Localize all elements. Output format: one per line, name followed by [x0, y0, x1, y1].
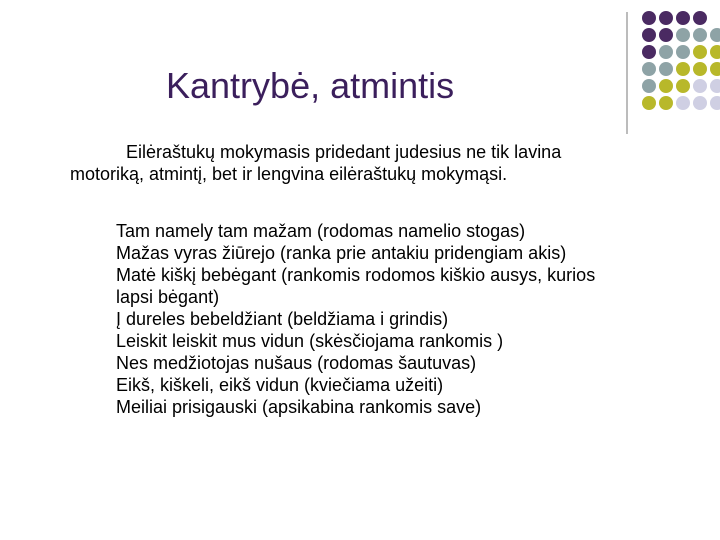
dot: [659, 11, 673, 25]
dot: [642, 28, 656, 42]
dot: [693, 62, 707, 76]
dot: [693, 79, 707, 93]
verse-line: Mažas vyras žiūrejo (ranka prie antakiu pridengiam akis): [116, 243, 567, 263]
verse-line: lapsi bėgant): [116, 287, 220, 307]
dot: [642, 11, 656, 25]
dot: [676, 45, 690, 59]
decorative-dot-grid: [624, 8, 720, 138]
dot: [642, 96, 656, 110]
slide-title: Kantrybė, atmintis: [166, 65, 455, 106]
dot: [710, 62, 720, 76]
dot: [659, 79, 673, 93]
dot: [710, 79, 720, 93]
dot: [676, 11, 690, 25]
verse-line: Eikš, kiškeli, eikš vidun (kviečiama užeiti): [116, 375, 444, 395]
dot: [676, 28, 690, 42]
dot: [693, 11, 707, 25]
dot: [642, 79, 656, 93]
dot: [659, 62, 673, 76]
verse-line: Meiliai prisigauski (apsikabina rankomis save): [116, 397, 482, 417]
verse-line: Į dureles bebeldžiant (beldžiama i grindis): [116, 309, 449, 329]
verse-line: Tam namely tam mažam (rodomas namelio stogas): [116, 221, 526, 241]
intro-line: motoriką, atmintį, bet ir lengvina eilėraštukų mokymąsi.: [70, 164, 508, 184]
verse-line: Leiskit leiskit mus vidun (skėsčiojama rankomis ): [116, 331, 504, 351]
dot: [710, 45, 720, 59]
intro-paragraph: [70, 141, 670, 185]
dot: [693, 28, 707, 42]
dot: [693, 96, 707, 110]
dot: [659, 96, 673, 110]
verse-line: Nes medžiotojas nušaus (rodomas šautuvas): [116, 353, 477, 373]
dot: [659, 45, 673, 59]
dot: [693, 45, 707, 59]
intro-line: Eilėraštukų mokymasis pridedant judesius ne tik lavina: [126, 142, 562, 162]
dot: [710, 28, 720, 42]
dot: [659, 28, 673, 42]
dot: [642, 45, 656, 59]
dot: [710, 96, 720, 110]
dot: [676, 62, 690, 76]
dot: [676, 79, 690, 93]
dot: [642, 62, 656, 76]
verse-line: Matė kiškį bebėgant (rankomis rodomos kiškio ausys, kurios: [116, 265, 596, 285]
verse-list: [116, 220, 696, 418]
dot: [676, 96, 690, 110]
